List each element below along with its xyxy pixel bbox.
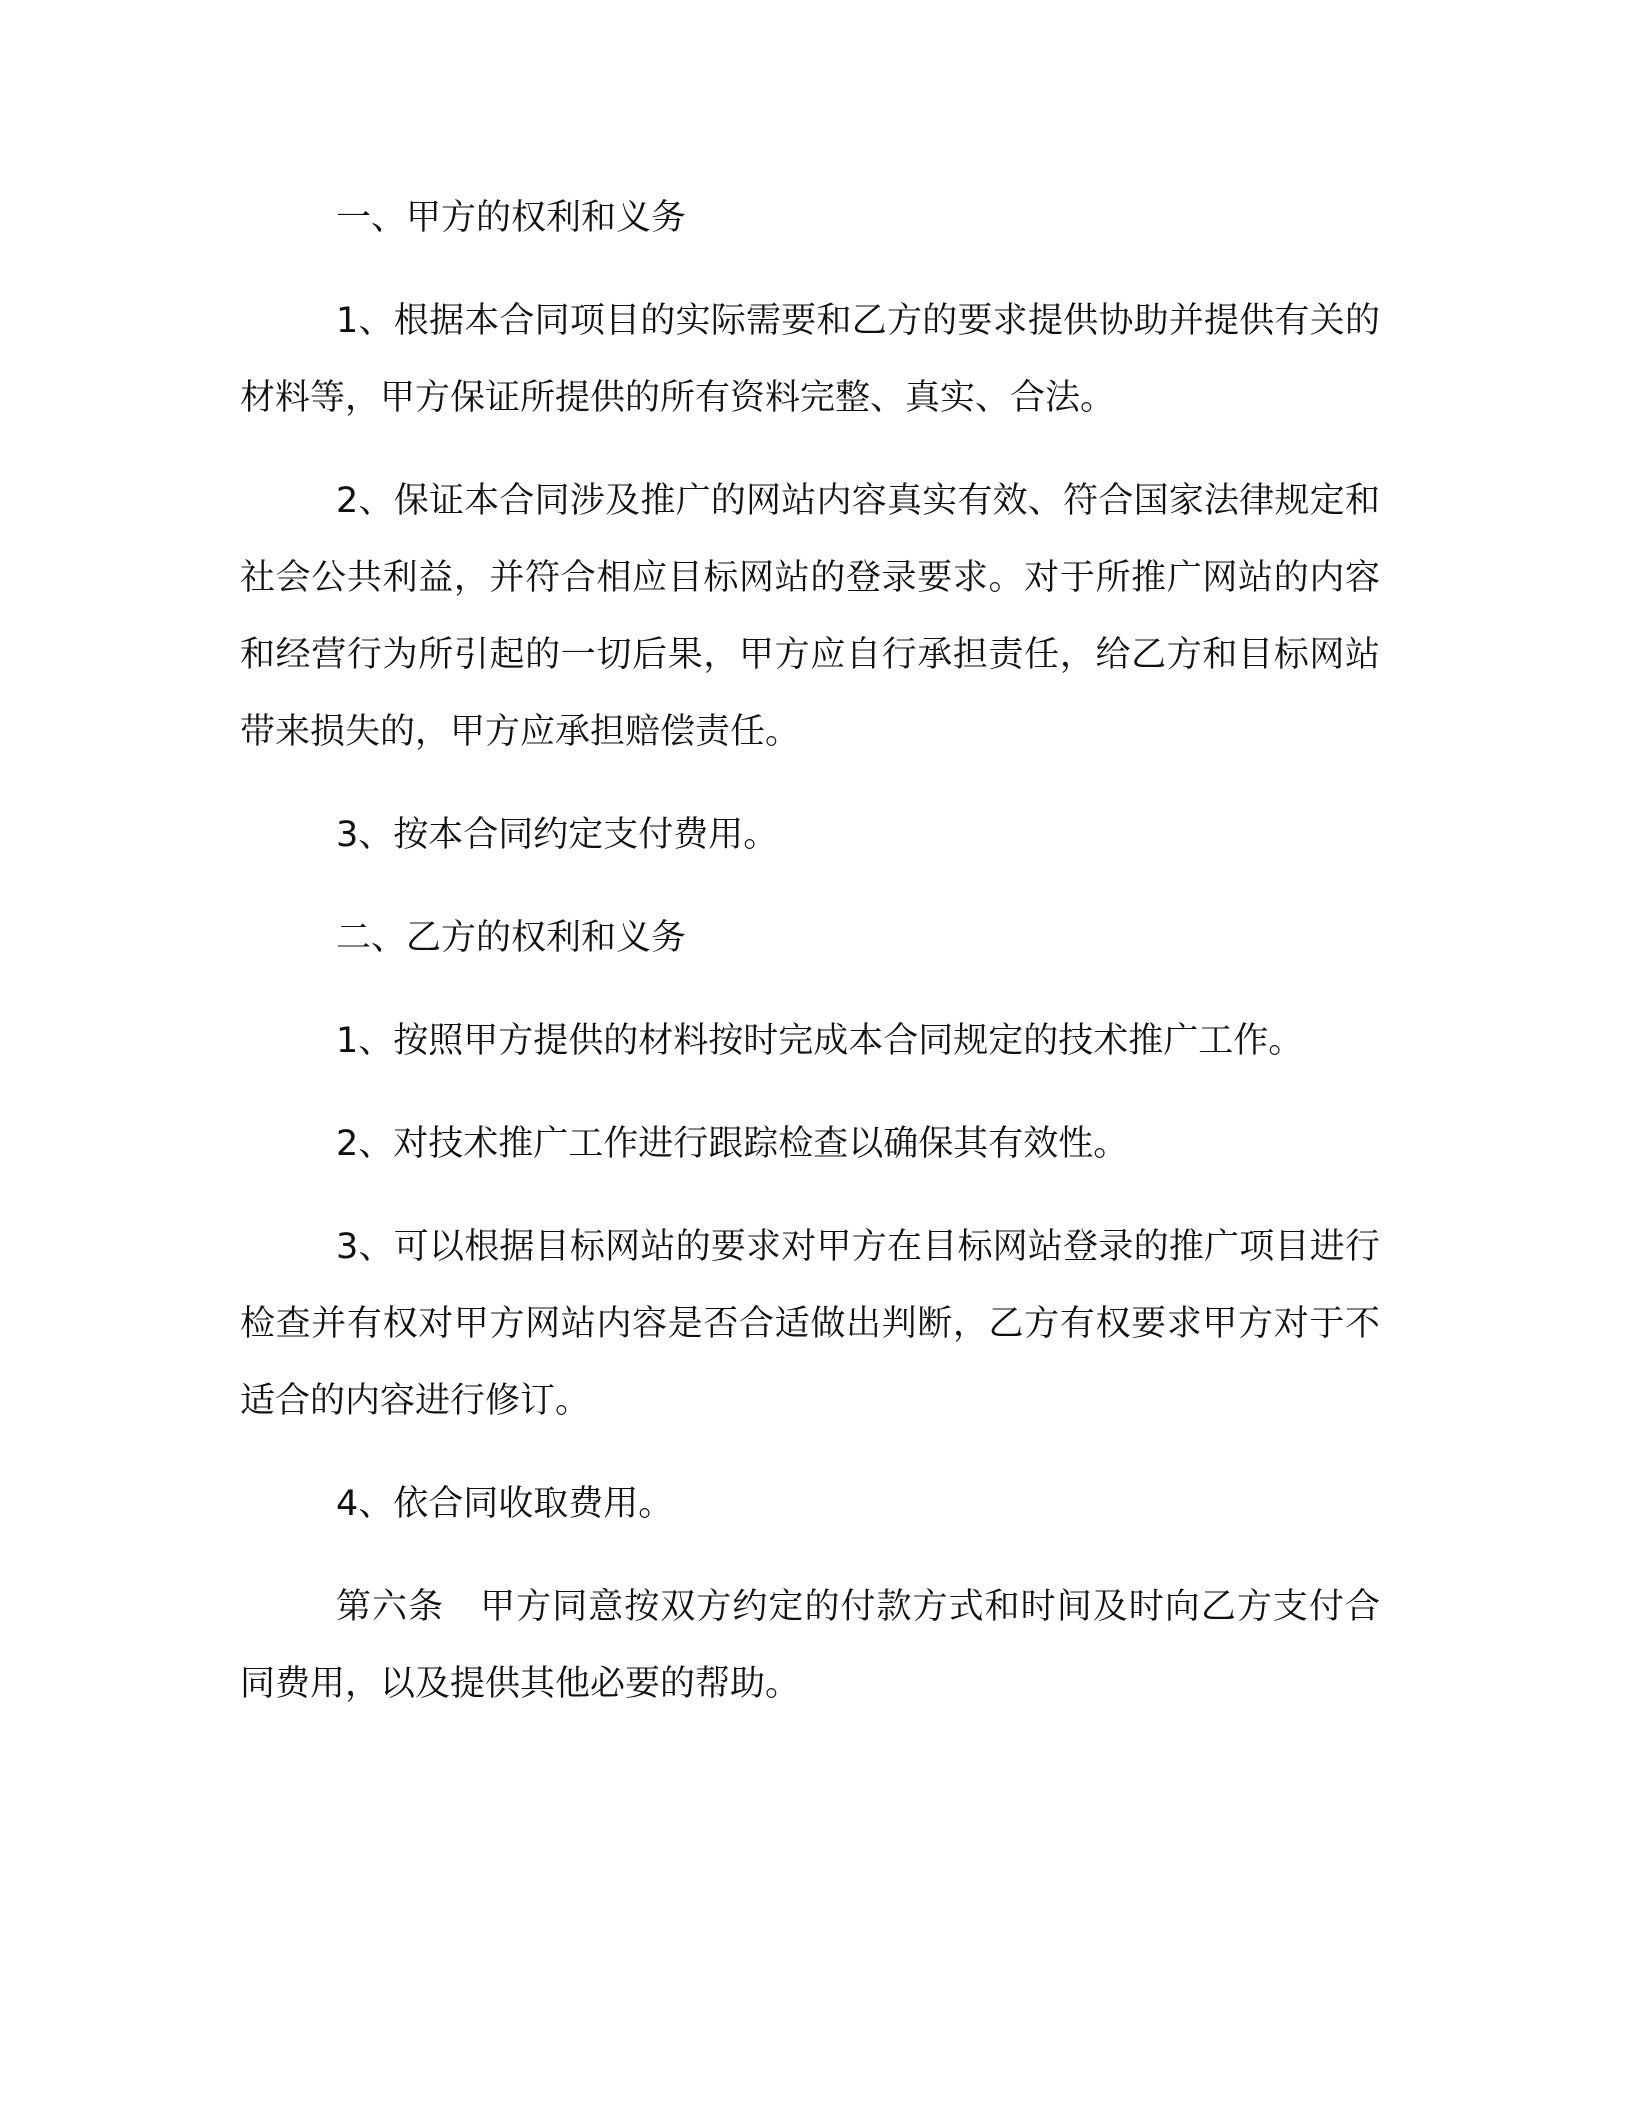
- section-heading-party-b: 二、乙方的权利和义务: [336, 918, 687, 958]
- article-six: 第六条 甲方同意按双方约定的付款方式和时间及时向乙方支付合同费用，以及提供其他必要的帮助。: [240, 1587, 1380, 1704]
- party-a-clause-3: 3、按本合同约定支付费用。: [336, 815, 779, 855]
- section-heading-party-a: 一、甲方的权利和义务: [336, 198, 687, 238]
- party-a-clause-2: 2、保证本合同涉及推广的网站内容真实有效、符合国家法律规定和社会公共利益，并符合相应目标网站的登录要求。对于所推广网站的内容和经营行为所引起的一切后果，甲方应自行承担责任，给乙方和目标网站带来损失的，甲方应承担赔偿责任。: [240, 481, 1380, 752]
- party-b-clause-4: 4、依合同收取费用。: [336, 1484, 674, 1524]
- party-b-clause-2: 2、对技术推广工作进行跟踪检查以确保其有效性。: [336, 1124, 1129, 1164]
- document-body: [240, 180, 1380, 1749]
- party-b-clause-1: 1、按照甲方提供的材料按时完成本合同规定的技术推广工作。: [336, 1021, 1304, 1061]
- party-a-clause-1: 1、根据本合同项目的实际需要和乙方的要求提供协助并提供有关的材料等，甲方保证所提供的所有资料完整、真实、合法。: [240, 301, 1380, 418]
- party-b-clause-3: 3、可以根据目标网站的要求对甲方在目标网站登录的推广项目进行检查并有权对甲方网站内容是否合适做出判断，乙方有权要求甲方对于不适合的内容进行修订。: [240, 1227, 1380, 1421]
